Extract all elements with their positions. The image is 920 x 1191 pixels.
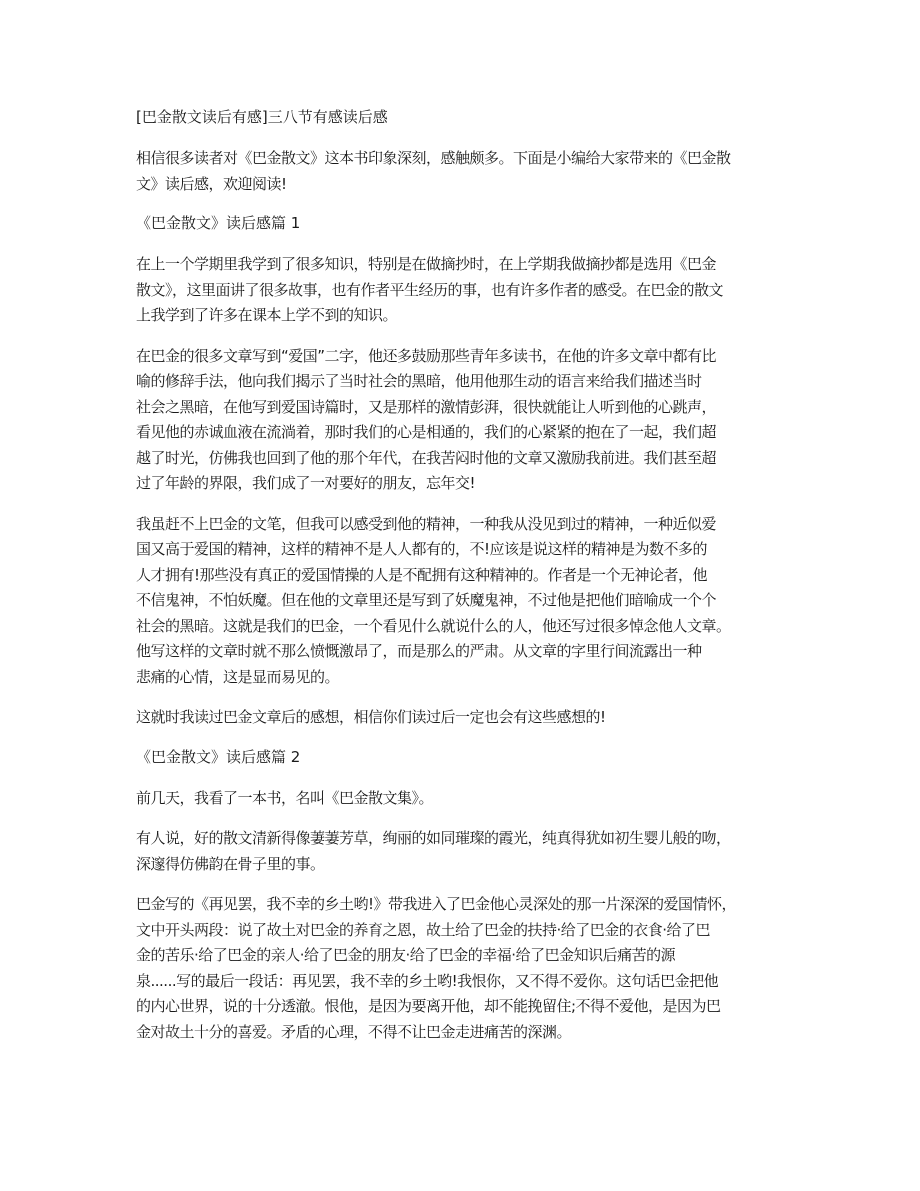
text-line: 金对故土十分的喜爱。矛盾的心理，不得不让巴金走进痛苦的深渊。 (136, 1022, 572, 1041)
text-line: 悲痛的心情，这是显而易见的。 (136, 667, 340, 686)
text-line: 社会的黑暗。这就是我们的巴金，一个看见什么就说什么的人，他还写过很多悼念他人文章。 (136, 616, 731, 635)
text-line: 不信鬼神，不怕妖魔。但在他的文章里还是写到了妖魔鬼神，不过他是把他们暗喻成一个个 (136, 591, 717, 609)
section2-paragraph-2 (136, 826, 788, 877)
document-title: [巴金散文读后有感]三八节有感读后感 (136, 108, 388, 126)
text-line: 泉......写的最后一段话：再见罢，我不幸的乡土哟!我恨你，又不得不爱你。这句话巴金把他 (136, 971, 719, 990)
intro-paragraph (136, 146, 788, 197)
text-line: 喻的修辞手法，他向我们揭示了当时社会的黑暗，他用他那生动的语言来给我们描述当时 (136, 372, 702, 390)
text-line: 的内心世界，说的十分透澈。恨他，是因为要离开他，却不能挽留住;不得不爱他，是因为巴 (136, 997, 721, 1015)
text-line: 越了时光，仿佛我也回到了他的那个年代，在我苦闷时他的文章又激励我前进。我们甚至超 (136, 448, 717, 467)
text-line: 相信很多读者对《巴金散文》这本书印象深刻，感触颇多。下面是小编给大家带来的《巴金散 (136, 149, 731, 167)
text-line: 文中开头两段：说了故土对巴金的养育之恩，故土给了巴金的扶持·给了巴金的衣食·给了巴 (136, 920, 711, 939)
text-line: 巴金写的《再见罢，我不幸的乡土哟!》带我进入了巴金他心灵深处的那一片深深的爱国情怀， (136, 895, 737, 913)
text-line: 国又高于爱国的精神，这样的精神不是人人都有的，不!应该是说这样的精神是为数不多的 (136, 540, 708, 558)
section1-paragraph-4 (136, 705, 788, 731)
text-line: 在巴金的很多文章写到“爱国”二字，他还多鼓励那些青年多读书，在他的许多文章中都有比 (136, 346, 717, 365)
section2-paragraph-3 (136, 892, 788, 1045)
section-heading-2: 《巴金散文》读后感篇 2 (136, 747, 301, 766)
text-line: 深邃得仿佛韵在骨子里的事。 (136, 854, 325, 873)
section2-paragraph-1 (136, 786, 788, 812)
text-line: 看见他的赤诚血液在流淌着，那时我们的心是相通的，我们的心紧紧的抱在了一起，我们超 (136, 423, 717, 441)
section1-paragraph-3 (136, 512, 788, 691)
text-line: 过了年龄的界限，我们成了一对要好的朋友，忘年交! (136, 474, 476, 492)
text-line: 人才拥有!那些没有真正的爱国情操的人是不配拥有这种精神的。作者是一个无神论者，他 (136, 565, 708, 584)
text-line: 上我学到了许多在课本上学不到的知识。 (136, 306, 398, 324)
text-line: 他写这样的文章时就不那么愤慨激昂了，而是那么的严肃。从文章的字里行间流露出一种 (136, 642, 702, 660)
text-line: 社会之黑暗，在他写到爱国诗篇时，又是那样的激情彭湃，很快就能让人听到他的心跳声， (136, 397, 717, 416)
document-page (136, 106, 788, 1060)
text-line: 前几天，我看了一本书，名叫《巴金散文集》。 (136, 788, 434, 807)
text-line: 有人说，好的散文清新得像萋萋芳草，绚丽的如同璀璨的霞光，纯真得犹如初生婴儿般的吻， (136, 829, 731, 847)
text-line: 文》读后感，欢迎阅读! (136, 174, 287, 193)
section1-paragraph-2 (136, 344, 788, 497)
text-line: 金的苦乐·给了巴金的亲人·给了巴金的朋友·给了巴金的幸福·给了巴金知识后痛苦的源 (136, 946, 676, 964)
text-line: 这就时我读过巴金文章后的感想，相信你们读过后一定也会有这些感想的! (136, 708, 606, 726)
text-line: 在上一个学期里我学到了很多知识，特别是在做摘抄时，在上学期我做摘抄都是选用《巴金 (136, 255, 717, 273)
section-heading-1: 《巴金散文》读后感篇 1 (136, 214, 301, 232)
text-line: 散文》，这里面讲了很多故事，也有作者平生经历的事，也有许多作者的感受。在巴金的散文 (136, 280, 724, 299)
section1-paragraph-1 (136, 252, 788, 329)
text-line: 我虽赶不上巴金的文笔，但我可以感受到他的精神，一种我从没见到过的精神，一种近似爱 (136, 514, 717, 533)
